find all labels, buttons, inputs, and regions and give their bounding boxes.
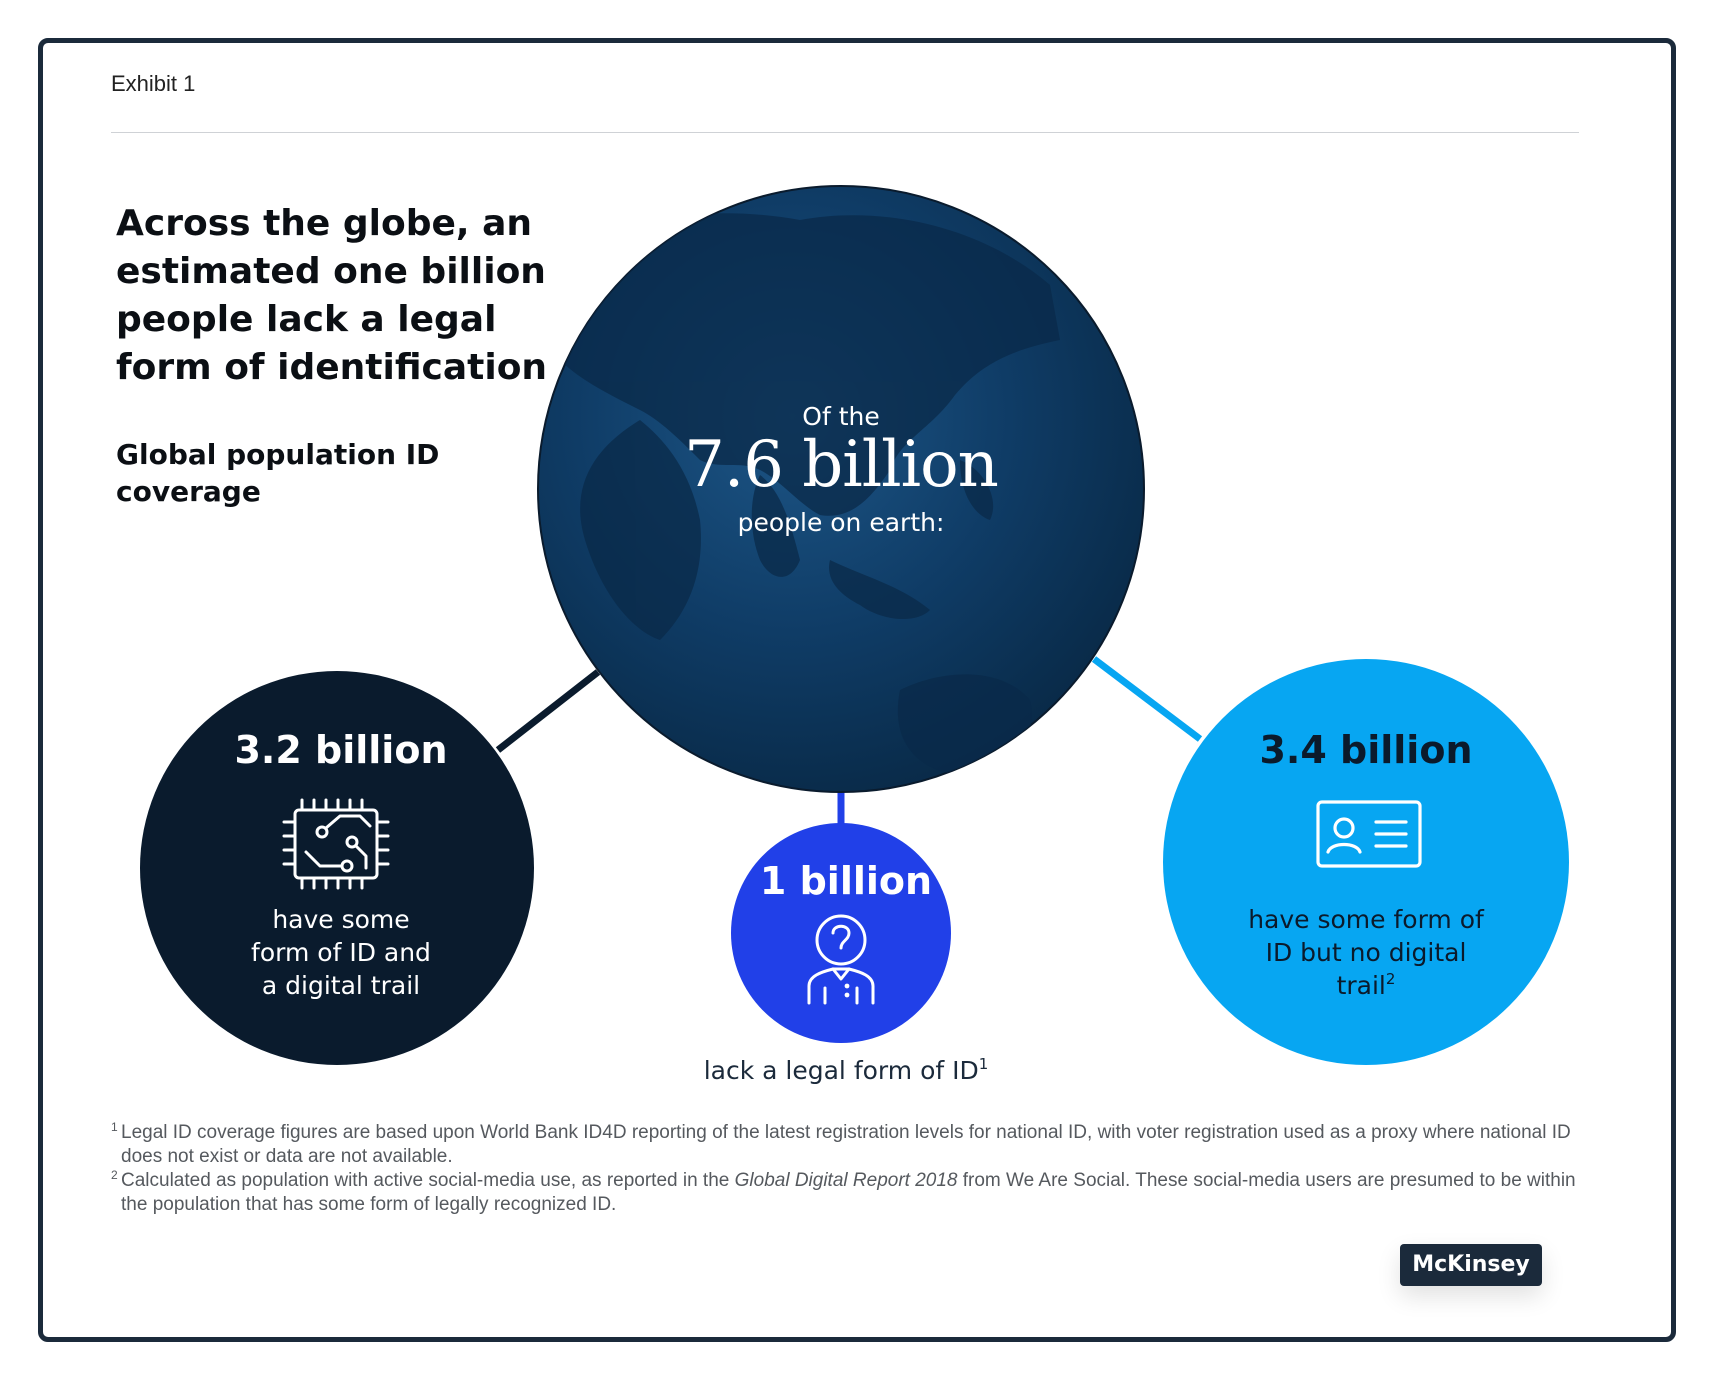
connector-left: [498, 672, 598, 750]
id-no-trail-desc-line: have some form of: [1248, 905, 1484, 934]
globe-total-value: 7.6 billion: [684, 428, 998, 502]
id-no-trail-desc-text: trail: [1336, 971, 1386, 1000]
globe-prefix: Of the: [802, 402, 880, 431]
footnote-mark: 2: [111, 1168, 118, 1182]
id-no-trail-value: 3.4 billion: [1259, 728, 1473, 772]
footnote-mark: 1: [111, 1120, 118, 1134]
brand-logo: McKinsey: [1400, 1244, 1542, 1286]
digital-trail-description: [201, 903, 481, 1002]
bubble-no-id: [731, 823, 951, 1043]
footnotes: [111, 1121, 1591, 1217]
id-no-trail-desc-line: ID but no digital: [1265, 938, 1467, 967]
id-no-trail-description: [1221, 903, 1511, 1002]
footnote-source-title: Global Digital Report 2018: [734, 1170, 958, 1191]
globe-suffix: people on earth:: [737, 508, 945, 537]
headline: Across the globe, an estimated one billion people lack a legal form of identification: [116, 203, 548, 388]
digital-trail-desc-line: have some: [272, 905, 410, 934]
bubble-id-no-trail: [1163, 659, 1569, 1065]
digital-trail-desc-line: a digital trail: [261, 971, 421, 1000]
no-id-desc-text: lack a legal form of ID: [703, 1056, 979, 1085]
id-no-trail-desc-line: [1221, 969, 1511, 1002]
footnote-ref: 1: [978, 1055, 989, 1073]
footnote-ref: 2: [1385, 970, 1396, 988]
exhibit-label: Exhibit 1: [111, 71, 196, 96]
no-id-description: [646, 1054, 1046, 1087]
no-id-value: 1 billion: [759, 859, 933, 903]
chart-subtitle: Global population ID coverage: [116, 438, 440, 508]
digital-trail-value: 3.2 billion: [234, 728, 448, 772]
footnote-text: Legal ID coverage figures are based upon World Bank ID4D reporting of the latest registration levels for national ID, with voter registration used as a proxy where national ID does not exist or data are not available.: [121, 1122, 1571, 1167]
connector-right: [1094, 659, 1200, 739]
footnote-1: [111, 1121, 1591, 1169]
footnote-text: from We Are Social. These social-media users are presumed to be within the population that has some form of legally recognized ID.: [121, 1170, 1576, 1215]
digital-trail-desc-line: form of ID and: [251, 938, 431, 967]
footnote-2: [111, 1169, 1591, 1217]
footnote-text: Calculated as population with active social-media use, as reported in the: [121, 1170, 735, 1191]
